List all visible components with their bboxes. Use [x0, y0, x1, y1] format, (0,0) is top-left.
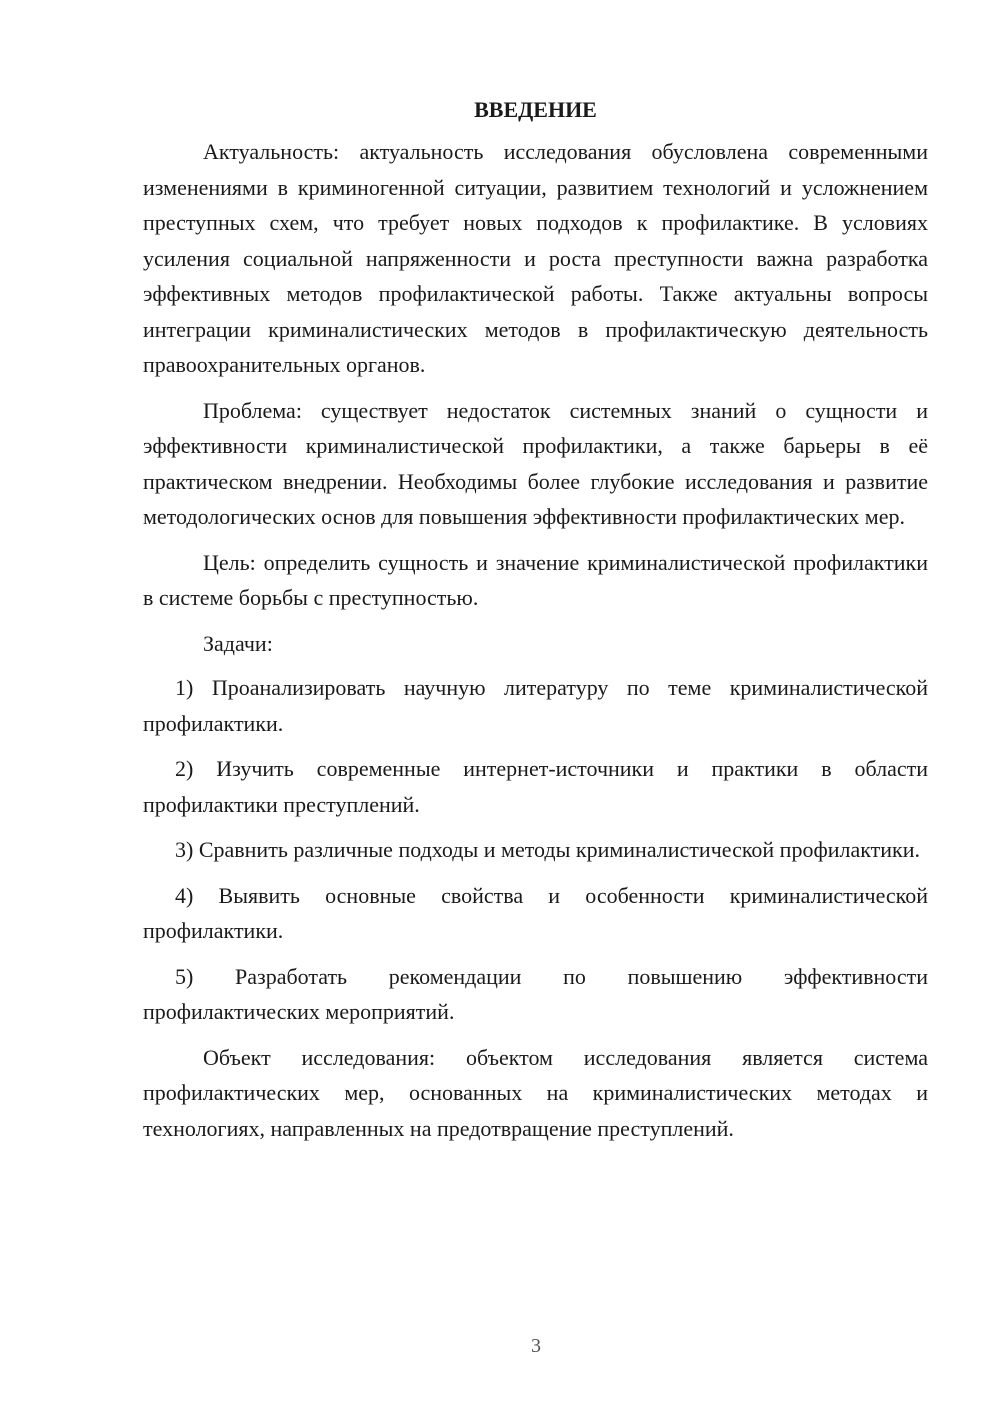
- task-item-1: 1) Проанализировать научную литературу по теме криминалистической профилактики.: [143, 675, 928, 736]
- task-item-3: 3) Сравнить различные подходы и методы криминалистической профилактики.: [175, 837, 920, 862]
- object-paragraph: Объект исследования: объектом исследования является система профилактических мер, основанных на криминалистических методах и технологиях, направленных на предотвращение преступлений.: [143, 1044, 928, 1141]
- goal-paragraph: Цель: определить сущность и значение криминалистической профилактики в системе борьбы с преступностью.: [143, 549, 928, 610]
- tasks-heading: Задачи:: [203, 630, 273, 656]
- document-page: [143, 92, 928, 1146]
- page-number: 3: [531, 1335, 541, 1357]
- relevance-paragraph: Актуальность: актуальность исследования обусловлена современными изменениями в криминогенной ситуации, развитием технологий и усложнением преступных схем, что требует новых подходов к профилактике. В условиях усиления социальной напряженности и роста преступности важна разработка эффективных методов профилактической работы. Также актуальны вопросы интеграции криминалистических методов в профилактическую деятельность правоохранительных органов.: [143, 139, 928, 377]
- task-item-2: 2) Изучить современные интернет-источники и практики в области профилактики преступлений.: [143, 756, 928, 817]
- problem-paragraph: Проблема: существует недостаток системных знаний о сущности и эффективности криминалистической профилактики, а также барьеры в её практическом внедрении. Необходимы более глубокие исследования и развитие методологических основ для повышения эффективности профилактических мер.: [143, 397, 928, 529]
- section-title: ВВЕДЕНИЕ: [474, 97, 597, 122]
- task-item-5: 5) Разработать рекомендации по повышению эффективности профилактических мероприятий.: [143, 963, 928, 1024]
- task-item-4: 4) Выявить основные свойства и особенности криминалистической профилактики.: [143, 882, 928, 943]
